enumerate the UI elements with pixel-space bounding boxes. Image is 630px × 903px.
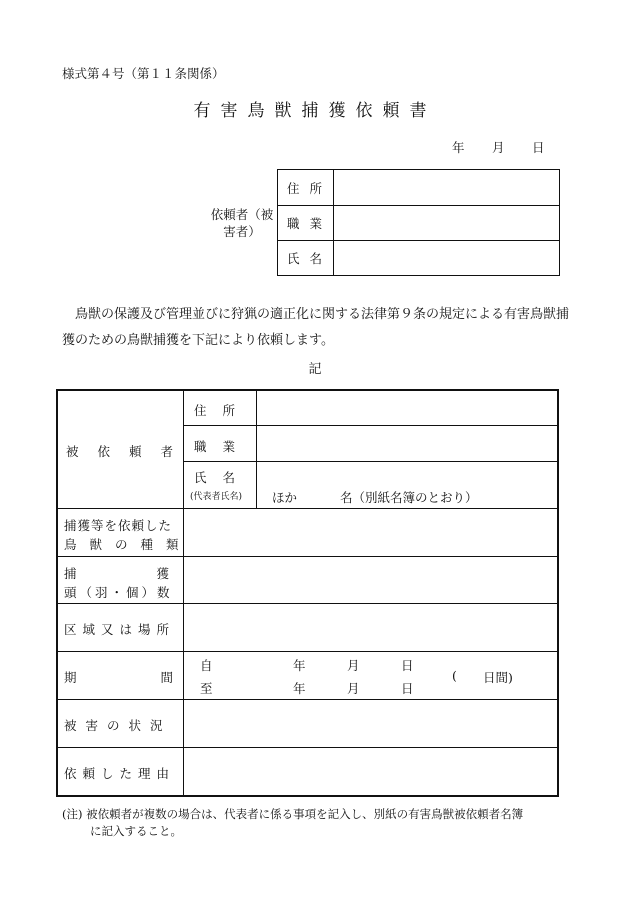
requestee-label: 被 依 頼 者 bbox=[66, 444, 173, 459]
requestee-occupation-key-cell bbox=[184, 426, 257, 461]
form-number: 様式第４号（第１１条関係） bbox=[62, 66, 225, 81]
count-label-cell bbox=[58, 557, 250, 603]
period-row bbox=[58, 652, 557, 700]
requester-address-field[interactable] bbox=[334, 170, 559, 205]
requester-occupation-field[interactable] bbox=[334, 206, 559, 240]
request-table bbox=[56, 389, 559, 797]
period-days-open: ( bbox=[452, 668, 457, 683]
requester-address-key: 住所 bbox=[278, 170, 334, 205]
area-label-cell bbox=[58, 604, 184, 651]
requestee-occupation-row bbox=[184, 426, 557, 462]
period-to: 至 bbox=[200, 681, 213, 696]
requestee-name-note: 名（別紙名簿のとおり） bbox=[340, 490, 478, 505]
area-row bbox=[58, 604, 557, 652]
requestee-address-key-cell bbox=[184, 391, 257, 425]
area-label: 区域又は場所 bbox=[64, 622, 176, 637]
period-to-year: 年 bbox=[293, 681, 306, 696]
damage-label: 被害の状況 bbox=[64, 718, 172, 733]
requestee-address-key: 住所 bbox=[194, 403, 252, 418]
requester-name-row bbox=[278, 241, 559, 275]
species-label-line2: 鳥獣の種類 bbox=[64, 537, 192, 552]
period-to-day: 日 bbox=[401, 681, 414, 696]
period-label-cell bbox=[58, 652, 258, 699]
requester-occupation-row bbox=[278, 206, 559, 241]
period-from: 自 bbox=[200, 658, 213, 673]
requester-address-row bbox=[278, 170, 559, 206]
count-row bbox=[58, 557, 557, 604]
count-label-line2: 頭（羽・個）数 bbox=[64, 585, 173, 600]
period-from-year: 年 bbox=[293, 658, 306, 673]
requester-label: 依頼者（被害者） bbox=[210, 207, 274, 239]
species-row bbox=[58, 509, 557, 557]
requester-name-key: 氏名 bbox=[278, 241, 334, 275]
damage-row bbox=[58, 700, 557, 748]
requestee-name-row bbox=[184, 462, 557, 509]
document-title: 有害鳥獣捕獲依頼書 bbox=[193, 101, 437, 121]
requestee-name-sub: (代表者氏名) bbox=[190, 492, 243, 502]
footnote-line2: に記入すること。 bbox=[90, 824, 182, 838]
reason-label: 依頼した理由 bbox=[64, 766, 176, 781]
footnote bbox=[62, 806, 582, 840]
requestee-label-cell bbox=[58, 391, 184, 508]
requestee-name-key-cell bbox=[184, 462, 257, 509]
damage-label-cell bbox=[58, 700, 184, 747]
footnote-line1: (注) 被依頼者が複数の場合は、代表者に係る事項を記入し、別紙の有害鳥獣被依頼者名簿 bbox=[62, 807, 524, 821]
period-from-day: 日 bbox=[401, 658, 414, 673]
period-label: 期間 bbox=[64, 670, 258, 685]
requestee-address-row bbox=[184, 391, 557, 426]
count-label-line1: 捕獲 bbox=[64, 566, 250, 581]
requester-name-field[interactable] bbox=[334, 241, 559, 275]
date-day-label: 日 bbox=[532, 140, 545, 155]
date-month-label: 月 bbox=[492, 140, 505, 155]
requester-occupation-key: 職業 bbox=[278, 206, 334, 240]
body-text: 鳥獣の保護及び管理並びに狩猟の適正化に関する法律第９条の規定による有害鳥獣捕獲のための鳥獣捕獲を下記により依頼します。 bbox=[62, 307, 570, 348]
reason-row bbox=[58, 748, 557, 795]
period-from-month: 月 bbox=[347, 658, 360, 673]
requestee-row bbox=[58, 391, 557, 509]
requestee-occupation-key: 職業 bbox=[194, 439, 252, 454]
reason-label-cell bbox=[58, 748, 184, 795]
requester-table bbox=[277, 169, 560, 276]
requestee-hoka: ほか bbox=[272, 490, 298, 505]
date-year-label: 年 bbox=[452, 140, 465, 155]
period-days-label: 日間) bbox=[483, 670, 513, 685]
period-to-month: 月 bbox=[347, 681, 360, 696]
requestee-name-key: 氏名 bbox=[194, 470, 252, 485]
species-label-cell bbox=[58, 509, 192, 556]
species-label-line1: 捕獲等を依頼した bbox=[64, 518, 173, 533]
ki-heading: 記 bbox=[308, 362, 322, 377]
